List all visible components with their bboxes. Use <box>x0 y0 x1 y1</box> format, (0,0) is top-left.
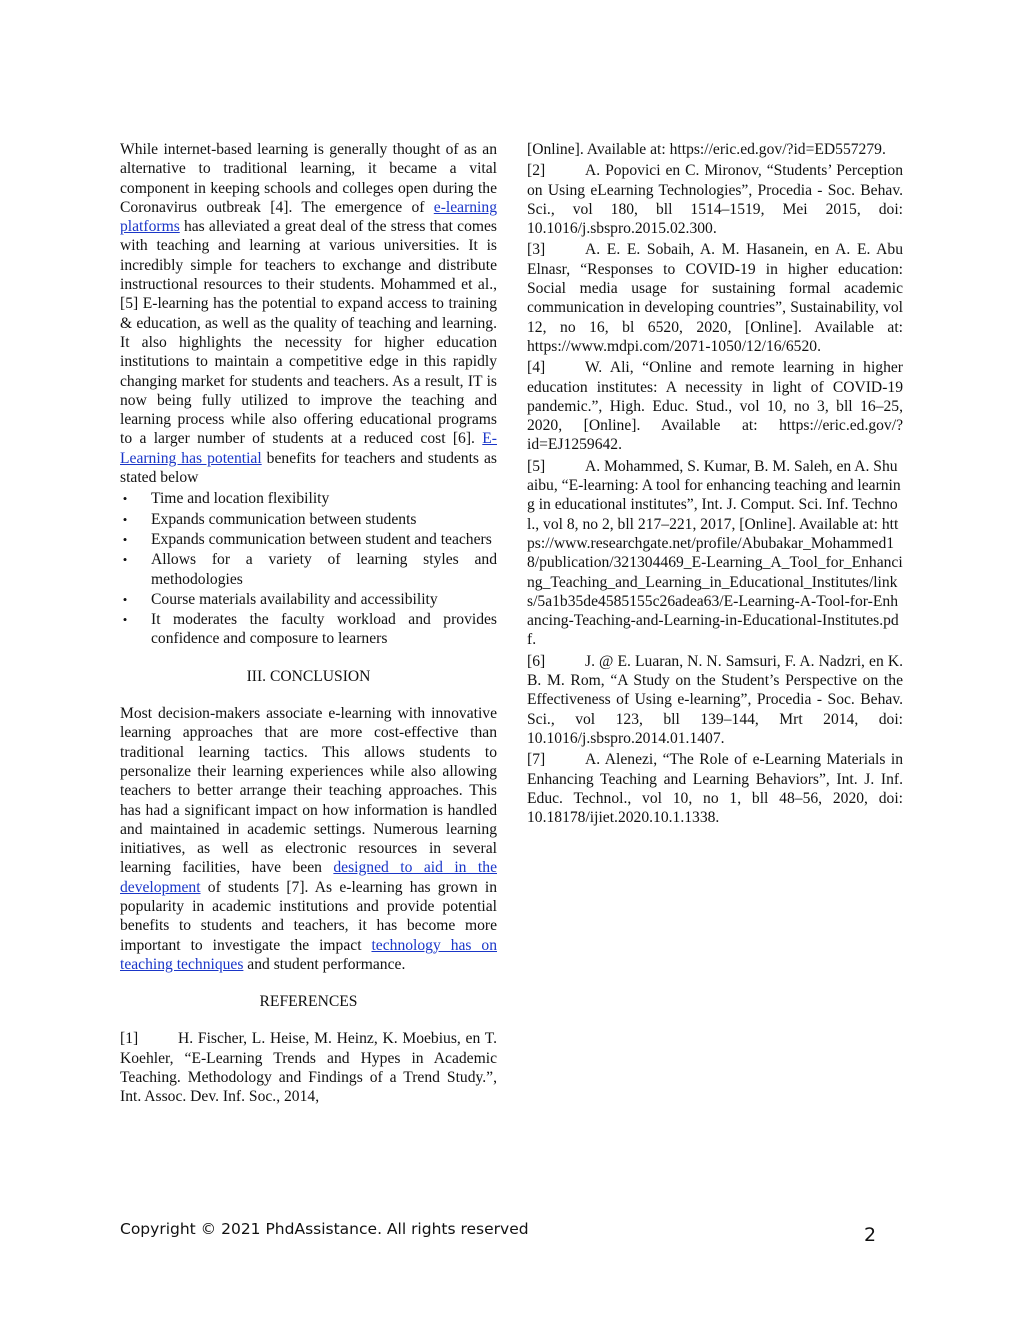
intro-text-2: has alleviated a great deal of the stress that comes with teaching and learning at various universities. It is incredibly simple for teachers to exchange and distribute instructional resources to their students. Mohammed et al., [5] E-learning has the potential to expand access to training & education, as well as the quality of teaching and learning. It also highlights the necessity for higher education institutions to maintain a competitive edge in this rapidly changing market for students and teachers. As a result, IT is now being fully utilized to improve the teaching and learning process while also offering educational programs to a larger number of students at a reduced cost [6]. <box>120 218 497 448</box>
reference-item <box>527 240 903 356</box>
reference-item <box>120 1029 497 1106</box>
reference-text: A. Popovici en C. Mironov, “Students’ Perception on Using eLearning Technologies”, Procedia - Soc. Behav. Sci., vol 180, bll 1514–1519, Mei 2015, doi: 10.1016/j.sbspro.2015.02.300. <box>527 162 903 238</box>
reference-number: [4] <box>527 359 546 377</box>
link-e-learning-potential[interactable]: E- Learning has potential <box>120 430 497 467</box>
conclusion-text-2: of students [7]. As e-learning has grown in popularity in academic institutions and provide potential benefits to students and teachers, it has become more important to investigate the impact <box>120 878 497 954</box>
bullet-icon: • <box>122 511 128 527</box>
benefits-list <box>120 489 497 648</box>
list-item: • Allows for a variety of learning styles and methodologies <box>120 550 497 589</box>
left-column <box>120 140 497 1109</box>
reference-item <box>527 750 903 827</box>
list-item: • Time and location flexibility <box>120 489 497 508</box>
reference-number: [6] <box>527 652 546 670</box>
list-item: • Course materials availability and accessibility <box>120 590 497 609</box>
reference-number: [1] <box>120 1030 139 1048</box>
reference-text: W. Ali, “Online and remote learning in higher education institutes: A necessity in light of COVID-19 pandemic.”, High. Educ. Stud., vol 10, no 3, bll 16–25, 2020, [Online]. Available at: https://eric.ed.gov/?id=EJ1259642. <box>527 359 903 454</box>
reference-number: [2] <box>527 162 546 180</box>
reference-item <box>527 457 903 650</box>
reference-item <box>527 358 903 454</box>
intro-text-1: While internet-based learning is generally thought of as an alternative to traditional learning, it became a vital component in keeping schools and colleges open during the Coronavirus outbreak [4]. The emergence of <box>120 141 497 216</box>
link-technology-teaching[interactable]: technology has on teaching techniques <box>120 936 498 973</box>
reference-text: J. @ E. Luaran, N. N. Samsuri, F. A. Nadzri, en K. B. M. Rom, “A Study on the Student’s Perspective on the Effectiveness of Using e-learning”, Procedia - Soc. Behav. Sci., vol 123, bll 139–144, Mrt 2014, doi: 10.1016/j.sbspro.2014.01.1407. <box>527 652 903 747</box>
bullet-icon: • <box>122 491 128 507</box>
conclusion-text-1: Most decision-makers associate e-learning with innovative learning approaches that are more cost-effective than traditional learning tactics. This allows students to personalize their learning experiences while also allowing teachers to better arrange their teaching approaches. This has had a significant impact on how information is handled and maintained in academic settings. Numerous learning initiatives, as well as electronic resources in several learning facilities, have been <box>120 705 497 877</box>
bullet-icon: • <box>122 612 128 628</box>
reference-item <box>527 161 903 238</box>
reference-text: A. Mohammed, S. Kumar, B. M. Saleh, en A. Shuaibu, “E-learning: A tool for enhancing teaching and learning in educational institutes”, Int. J. Comput. Sci. Inf. Technol., vol 8, no 2, bll 217–221, 2017, [Online]. Available at: https://www.researchgate.net/profile/Abubakar_Mohammed18/publication/321304469_E-Learning_A_Tool_for_Enhancing_Teaching_and_Learning_in_Educational_Institutes/links/5a1b35de4585155c26adea63/E-Learning-A-Tool-for-Enhancing-Teaching-and-Learning-in-Educational-Institutes.pdf. <box>527 457 903 649</box>
conclusion-paragraph <box>120 704 497 974</box>
list-item: • Expands communication between student and teachers <box>120 530 497 549</box>
link-designed-to-aid[interactable]: designed to aid in the development <box>120 859 497 896</box>
references-heading: REFERENCES <box>259 993 358 1011</box>
reference-continuation <box>527 140 903 159</box>
list-item: • Expands communication between students <box>120 510 497 529</box>
reference-number: [5] <box>527 457 546 475</box>
bullet-icon: • <box>122 591 128 607</box>
conclusion-text-3: and student performance. <box>243 955 406 973</box>
footer-copyright: Copyright © 2021 PhdAssistance. All rights reserved <box>120 1220 529 1238</box>
reference-text: [Online]. Available at: https://eric.ed.gov/?id=ED557279. <box>527 141 886 158</box>
reference-text: H. Fischer, L. Heise, M. Heinz, K. Moebius, en T. Koehler, “E-Learning Trends and Hypes in Academic Teaching. Methodology and Findings of a Trend Study.”, Int. Assoc. Dev. Inf. Soc., 2014, <box>120 1030 497 1106</box>
bullet-icon: • <box>122 531 128 547</box>
reference-text: A. Alenezi, “The Role of e-Learning Materials in Enhancing Teaching and Learning Behaviors”, Int. J. Inf. Educ. Technol., vol 10, no 1, bll 48–56, 2020, doi: 10.18178/ijiet.2020.10.1.1338. <box>527 751 903 827</box>
intro-text-3: benefits for teachers and students as stated below <box>120 449 497 487</box>
right-column <box>527 140 903 829</box>
link-e-learning-platforms[interactable]: e-learning platforms <box>120 198 497 236</box>
page-number: 2 <box>864 1224 877 1246</box>
bullet-icon: • <box>122 552 128 568</box>
list-item: • It moderates the faculty workload and provides confidence and composure to learners <box>120 610 497 649</box>
reference-item <box>527 652 903 748</box>
conclusion-heading: III. CONCLUSION <box>246 667 371 685</box>
reference-text: A. E. E. Sobaih, A. M. Hasanein, en A. E. Abu Elnasr, “Responses to COVID-19 in higher education: Social media usage for sustaining formal academic communication in developing countries”, Sustainability, vol 12, no 16, bl 6520, 2020, [Online]. Available at: https://www.mdpi.com/2071-1050/12/16/6520. <box>527 241 903 355</box>
intro-paragraph <box>120 140 497 487</box>
reference-number: [3] <box>527 241 546 259</box>
reference-number: [7] <box>527 751 546 769</box>
